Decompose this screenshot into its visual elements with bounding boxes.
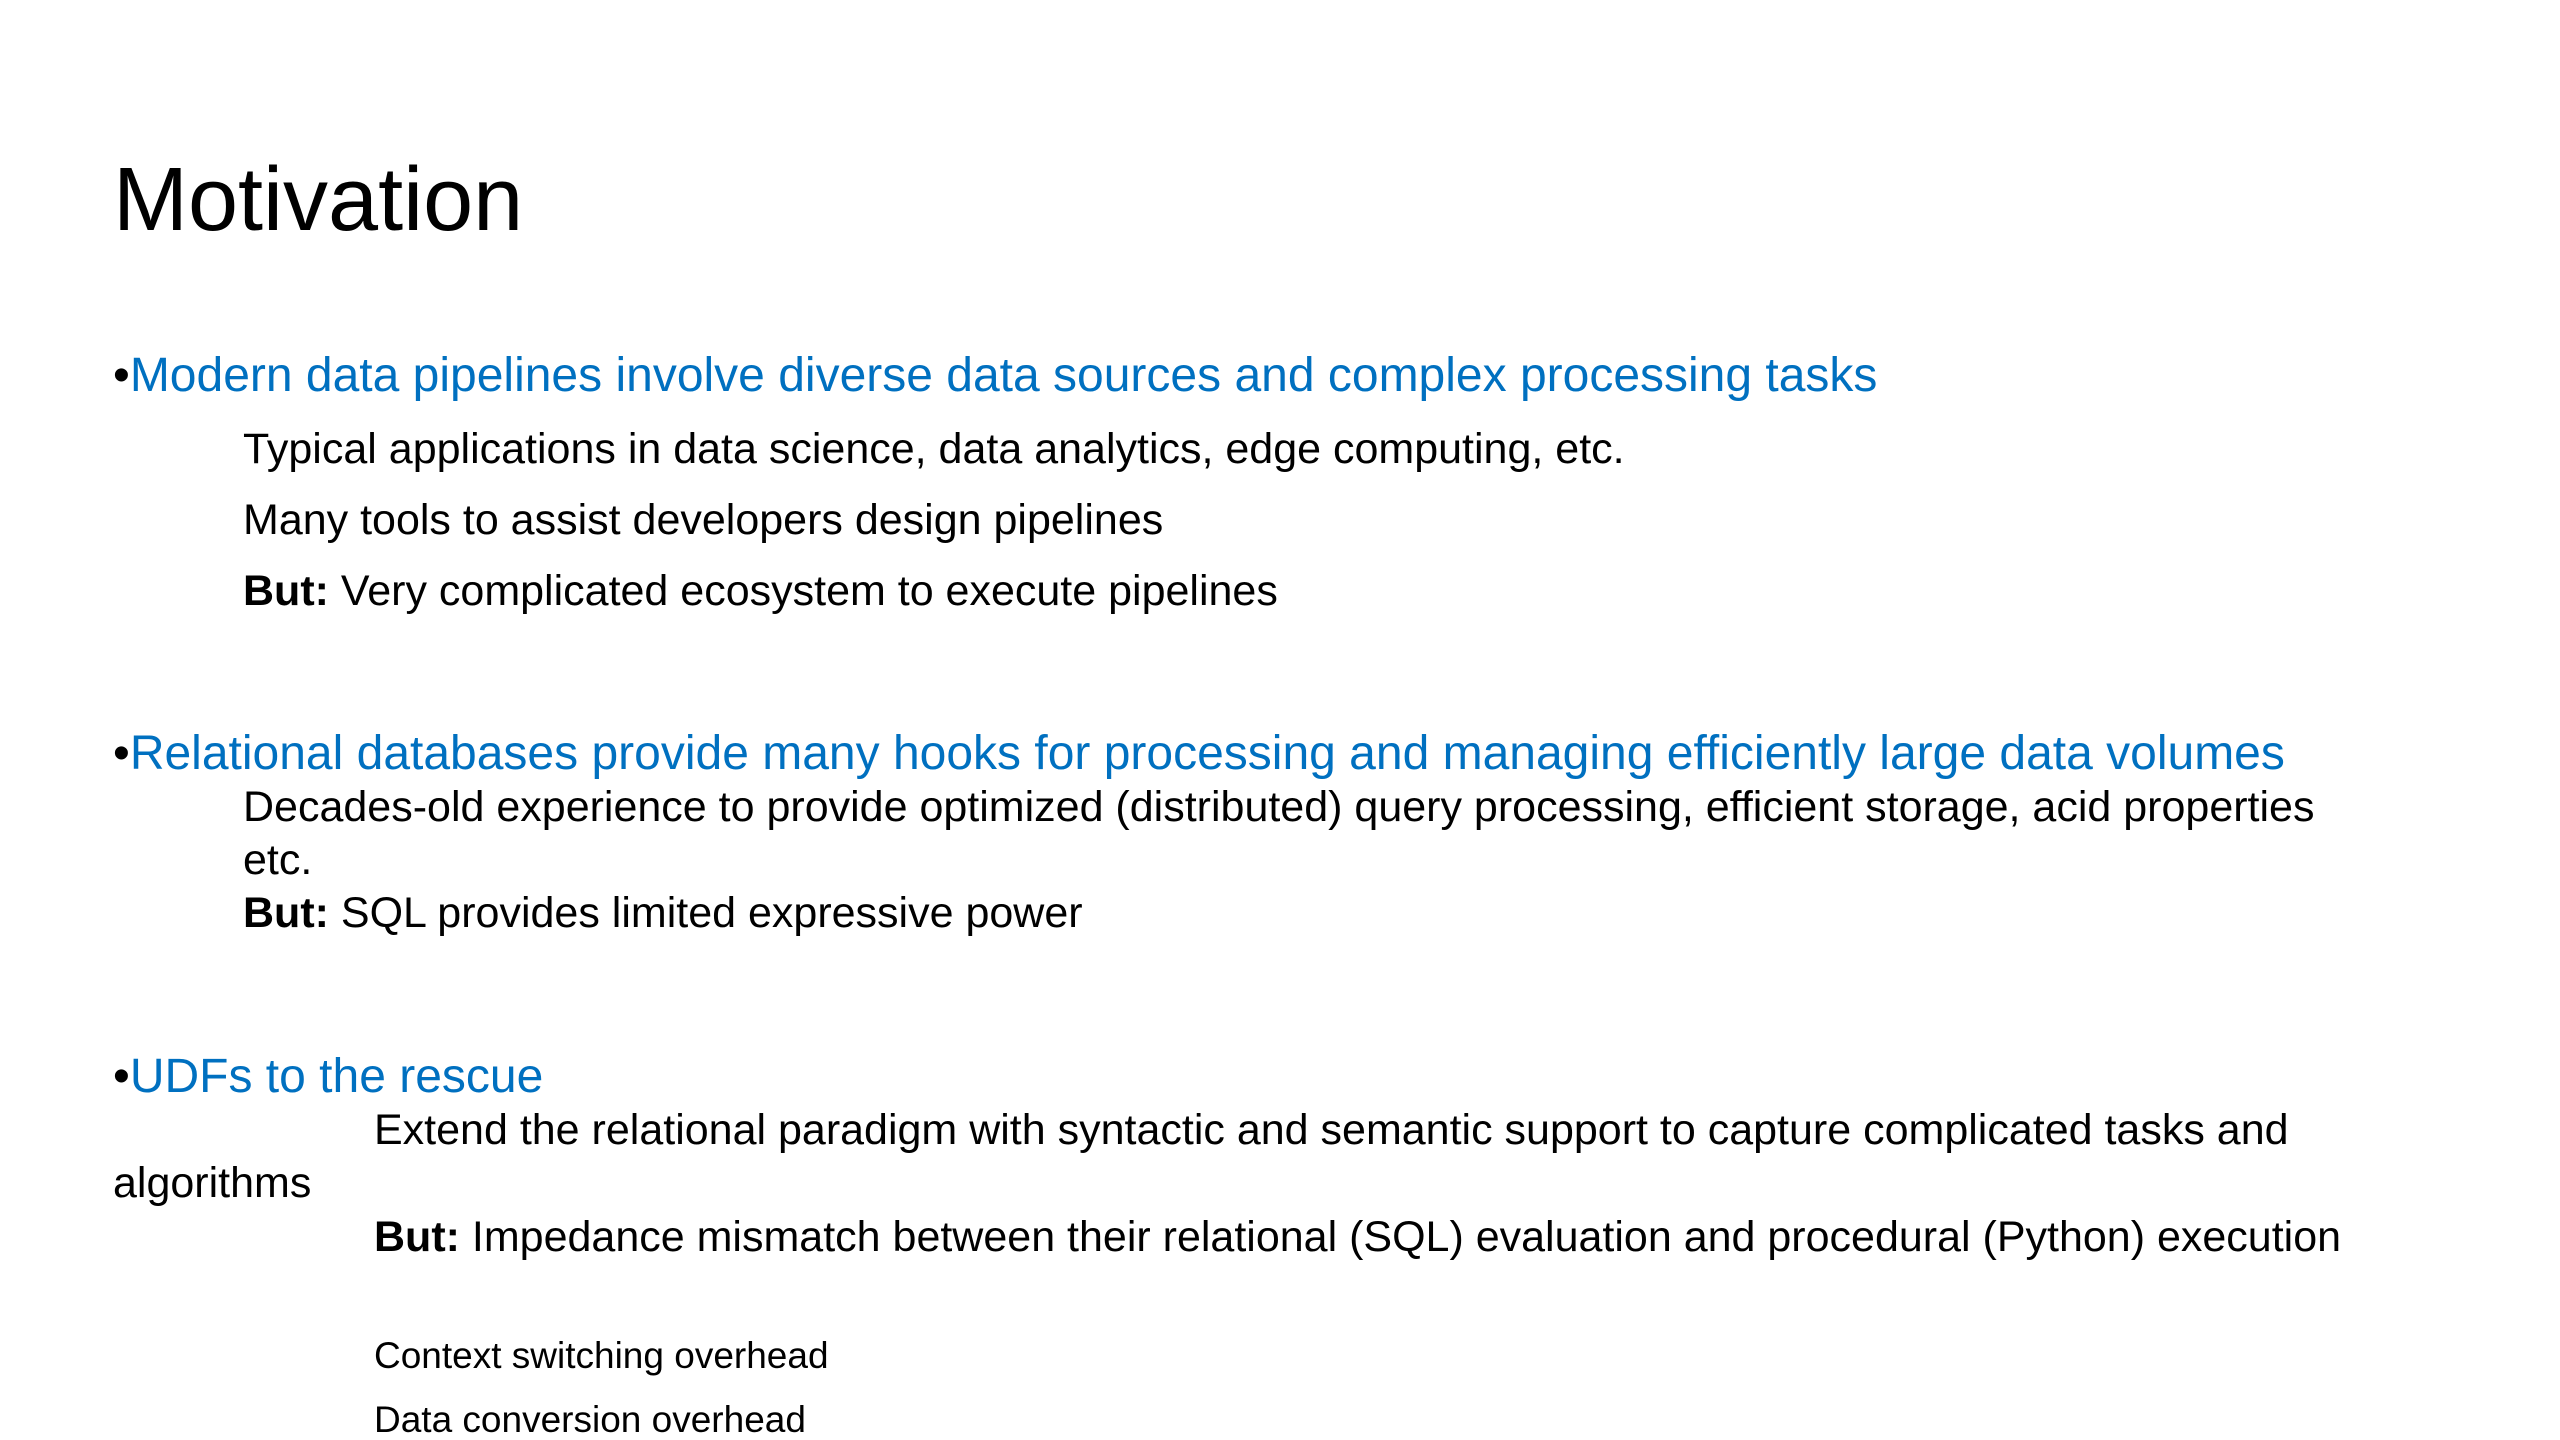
bullet-marker: • <box>113 1050 130 1103</box>
section-1-item-2 <box>243 495 1163 547</box>
section-3-heading-text: UDFs to the rescue <box>129 1050 544 1103</box>
item-text: Typical applications in data science, data analytics, edge computing, etc. <box>243 425 1625 473</box>
section-1-item-1 <box>243 424 1625 476</box>
slide-title: Motivation <box>113 150 524 250</box>
section-3-subitem-2: Data conversion overhead <box>374 1399 806 1440</box>
section-1-heading <box>113 349 1878 402</box>
but-label: But: <box>243 567 329 615</box>
item-text: SQL provides limited expressive power <box>328 889 1083 937</box>
section-3-subitem-1: Context switching overhead <box>374 1335 829 1376</box>
section-2-heading <box>113 727 2285 780</box>
but-label: But: <box>374 1213 460 1261</box>
item-text: Very complicated ecosystem to execute pipelines <box>328 567 1278 615</box>
section-1-item-3 <box>243 566 1278 618</box>
item-text: Impedance mismatch between their relational (SQL) evaluation and procedural (Python) execution <box>459 1213 2342 1261</box>
section-2-heading-text: Relational databases provide many hooks for processing and managing efficiently large data volumes <box>129 727 2285 780</box>
section-3-heading <box>113 1050 544 1103</box>
section-3-item-2 <box>113 1211 2473 1264</box>
but-label: But: <box>243 889 329 937</box>
item-text: Extend the relational paradigm with syntactic and semantic support to capture complicated tasks and algorithms <box>113 1106 2289 1207</box>
section-2-item-2 <box>243 888 1083 940</box>
section-3-item-1 <box>113 1104 2473 1210</box>
bullet-marker: • <box>113 349 130 402</box>
item-text: Many tools to assist developers design pipelines <box>243 496 1164 544</box>
section-1-heading-text: Modern data pipelines involve diverse data sources and complex processing tasks <box>129 349 1878 402</box>
bullet-marker: • <box>113 727 130 780</box>
item-text: Decades-old experience to provide optimized (distributed) query processing, efficient storage, acid properties etc. <box>243 783 2315 884</box>
section-2-item-1 <box>243 781 2333 887</box>
